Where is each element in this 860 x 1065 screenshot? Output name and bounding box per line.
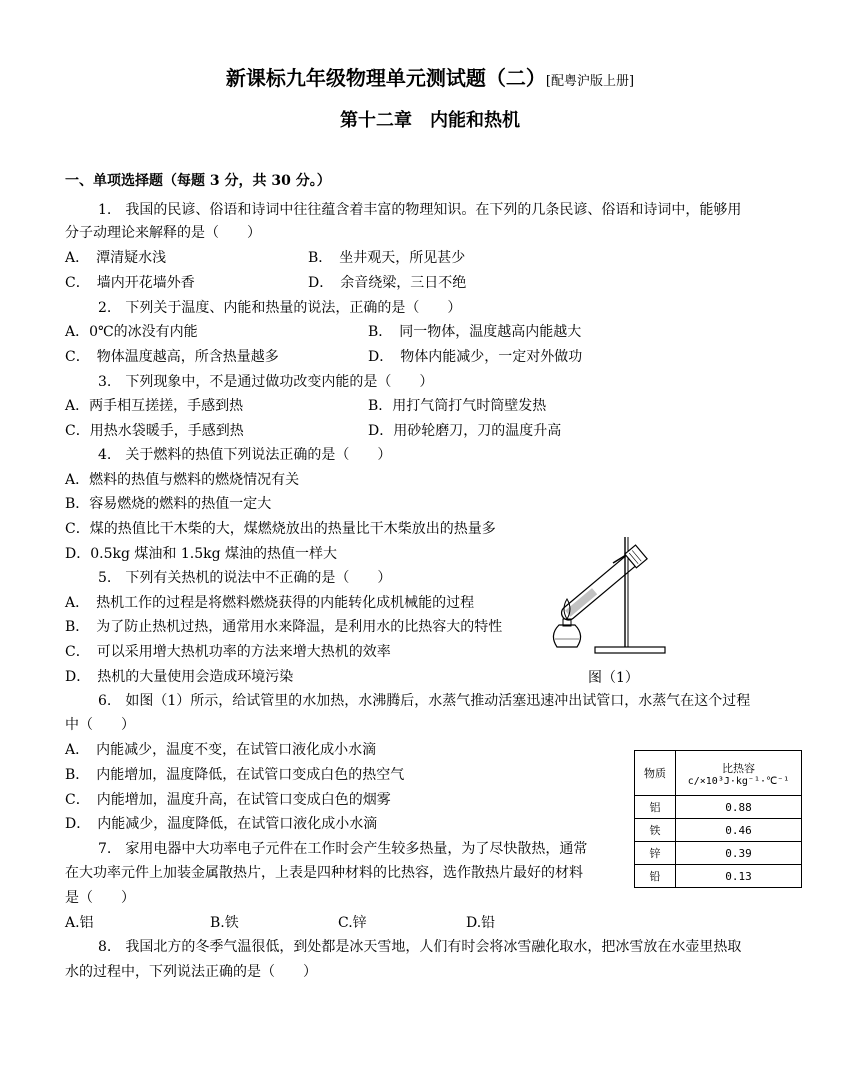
q5-option-d: D． 热机的大量使用会造成环境污染 (65, 669, 294, 685)
table-cell-value: 0.46 (676, 819, 802, 842)
table-row (635, 819, 802, 842)
question-3-stem: 3. 下列现象中，不是通过做功改变内能的是（ ） (98, 374, 434, 390)
table-header-row (635, 751, 802, 796)
q2-option-c: C． 物体温度越高，所含热量越多 (65, 349, 279, 365)
q1-option-b: B． 坐井观天，所见甚少 (308, 250, 466, 266)
question-1-stem: 1. 我国的民谚、俗语和诗词中往往蕴含着丰富的物理知识。在下列的几条民谚、俗语和诗词中，能够用 (98, 202, 742, 218)
q2-option-b: B． 同一物体，温度越高内能越大 (368, 324, 582, 340)
test-tube-apparatus-figure (535, 515, 675, 665)
stand-base (595, 647, 665, 653)
q3-option-b: B．用打气筒打气时筒壁发热 (368, 398, 547, 414)
title-text: 新课标九年级物理单元测试题（二） (225, 66, 546, 90)
q4-option-c: C．煤的热值比干木柴的大，煤燃烧放出的热量比干木柴放出的热量多 (65, 521, 496, 537)
q5-option-a: A． 热机工作的过程是将燃料燃烧获得的内能转化成机械能的过程 (65, 595, 475, 611)
page-title (0, 62, 860, 91)
q3-option-d: D．用砂轮磨刀，刀的温度升高 (368, 423, 562, 439)
question-8-stem: 8. 我国北方的冬季气温很低，到处都是冰天雪地，人们有时会将冰雪融化取水，把冰雪放在水壶里热取 (98, 939, 742, 955)
header-line-2: c/×10³J·kg⁻¹·℃⁻¹ (687, 775, 790, 787)
table-cell-value: 0.88 (676, 796, 802, 819)
alcohol-lamp (553, 625, 580, 647)
q6-option-b: B． 内能增加，温度降低，在试管口变成白色的热空气 (65, 767, 405, 783)
q7-option-b: B.铁 (210, 915, 239, 931)
table-cell-material: 锌 (635, 842, 676, 865)
q6-option-d: D． 内能减少，温度降低，在试管口液化成小水滴 (65, 816, 378, 832)
q5-option-c: C． 可以采用增大热机功率的方法来增大热机的效率 (65, 644, 391, 660)
edition-note: [配粤沪版上册] (545, 74, 635, 89)
question-7-stem-end: 是（ ） (65, 890, 135, 906)
q3-option-a: A．两手相互搓搓，手感到热 (65, 398, 244, 414)
table-cell-value: 0.13 (676, 865, 802, 888)
figure-caption: 图（1） (588, 670, 639, 686)
q7-option-c: C.锌 (338, 915, 367, 931)
table-row (635, 796, 802, 819)
table-header-specific-heat (676, 751, 802, 796)
question-7-stem-cont: 在大功率元件上加装金属散热片，上表是四种材料的比热容，选作散热片最好的材料 (65, 865, 583, 881)
q4-option-d: D．0.5kg 煤油和 1.5kg 煤油的热值一样大 (65, 546, 337, 562)
q1-option-c: C． 墙内开花墙外香 (65, 275, 195, 291)
question-5-stem: 5. 下列有关热机的说法中不正确的是（ ） (98, 570, 392, 586)
q2-option-d: D． 物体内能减少，一定对外做功 (368, 349, 583, 365)
table-row (635, 865, 802, 888)
section-heading: 一、单项选择题（每题 3 分，共 30 分。） (65, 173, 331, 189)
table-cell-value: 0.39 (676, 842, 802, 865)
table-cell-material: 铝 (635, 796, 676, 819)
q2-option-a: A．0℃的冰没有内能 (65, 324, 198, 340)
question-4-stem: 4. 关于燃料的热值下列说法正确的是（ ） (98, 447, 392, 463)
header-line-1: 比热容 (722, 761, 755, 775)
q5-option-b: B． 为了防止热机过热，通常用水来降温，是利用水的比热容大的特性 (65, 619, 503, 635)
table-cell-material: 铁 (635, 819, 676, 842)
table-header-material: 物质 (635, 751, 676, 796)
question-8-stem-cont: 水的过程中，下列说法正确的是（ ） (65, 964, 317, 980)
q4-option-a: A．燃料的热值与燃料的燃烧情况有关 (65, 472, 300, 488)
q6-option-a: A． 内能减少，温度不变，在试管口液化成小水滴 (65, 742, 377, 758)
question-6-stem-cont: 中（ ） (65, 717, 135, 733)
question-1-stem-cont: 分子动理论来解释的是（ ） (65, 225, 261, 241)
question-7-stem: 7. 家用电器中大功率电子元件在工作时会产生较多热量，为了尽快散热，通常 (98, 841, 588, 857)
test-tube (557, 545, 647, 624)
q3-option-c: C．用热水袋暖手，手感到热 (65, 423, 244, 439)
q1-option-a: A． 潭清疑水浅 (65, 250, 167, 266)
q7-option-d: D.铅 (466, 915, 496, 931)
specific-heat-table (634, 750, 802, 888)
q4-option-b: B．容易燃烧的燃料的热值一定大 (65, 496, 272, 512)
chapter-title: 第十二章 内能和热机 (340, 110, 520, 131)
question-2-stem: 2. 下列关于温度、内能和热量的说法，正确的是（ ） (98, 300, 462, 316)
table-row (635, 842, 802, 865)
table-cell-material: 铅 (635, 865, 676, 888)
q1-option-d: D． 余音绕梁，三日不绝 (308, 275, 467, 291)
q6-option-c: C． 内能增加，温度升高，在试管口变成白色的烟雾 (65, 792, 391, 808)
q7-option-a: A.铝 (65, 915, 94, 931)
question-6-stem: 6. 如图（1）所示，给试管里的水加热，水沸腾后，水蒸气推动活塞迅速冲出试管口，水蒸气在这个过程 (98, 693, 751, 709)
